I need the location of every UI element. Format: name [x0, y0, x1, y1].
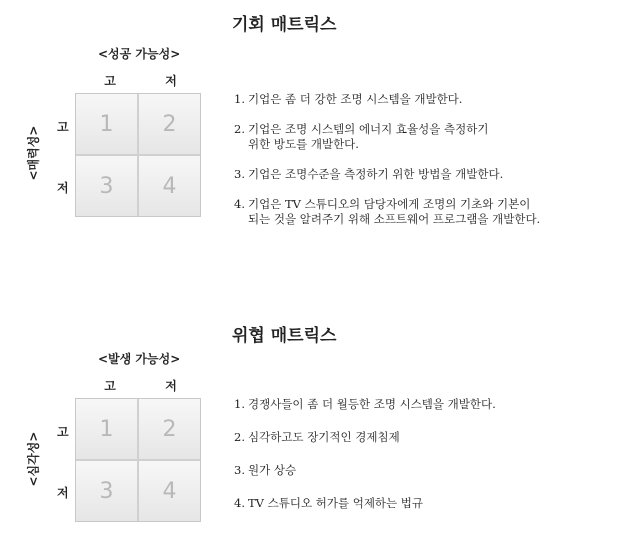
opportunity-item-list: [234, 92, 624, 227]
threat-cell-1: 1: [76, 399, 137, 459]
list-item-text: 기업은 조명 시스템의 에너지 효율성을 측정하기 위한 방도를 개발한다.: [248, 122, 489, 151]
threat-col-label-high: 고: [104, 379, 116, 393]
list-item-number: 2.: [234, 430, 245, 444]
list-item-text: 경쟁사들이 좀 더 월등한 조명 시스템을 개발한다.: [248, 397, 496, 411]
list-item: [234, 167, 624, 182]
threat-cell-3: 3: [76, 461, 137, 521]
opportunity-cell-1: 1: [76, 94, 137, 154]
list-item: [234, 496, 624, 511]
list-item-text: TV 스튜디오 허가를 억제하는 법규: [248, 496, 424, 510]
threat-row-axis-title: <심각성>: [26, 431, 41, 487]
list-item-text: 기업은 좀 더 강한 조명 시스템을 개발한다.: [248, 92, 463, 106]
opportunity-matrix-grid: [75, 93, 201, 217]
threat-item-list: [234, 397, 624, 511]
opportunity-cell-3: 3: [76, 156, 137, 216]
opportunity-row-axis-title: <매력성>: [26, 125, 41, 181]
opportunity-col-label-low: 저: [165, 74, 177, 88]
opportunity-matrix-title: 기회 매트릭스: [232, 15, 337, 35]
list-item-number: 2.: [234, 122, 245, 136]
list-item-number: 3.: [234, 167, 245, 181]
list-item-text: 원가 상승: [248, 463, 297, 477]
list-item-text: 심각하고도 장기적인 경제침제: [248, 430, 400, 444]
opportunity-col-axis-title: <성공 가능성>: [98, 47, 181, 61]
list-item-text: 기업은 TV 스튜디오의 담당자에게 조명의 기초와 기본이 되는 것을 알려주기 위해 소프트웨어 프로그램을 개발한다.: [248, 197, 541, 226]
opportunity-cell-4: 4: [139, 156, 200, 216]
list-item-number: 1.: [234, 397, 245, 411]
threat-cell-4: 4: [139, 461, 200, 521]
list-item-number: 1.: [234, 92, 245, 106]
list-item-number: 4.: [234, 197, 245, 211]
list-item-number: 4.: [234, 496, 245, 510]
list-item-text: 기업은 조명수준을 측정하기 위한 방법을 개발한다.: [248, 167, 504, 181]
threat-matrix-grid: [75, 398, 201, 522]
list-item: [234, 122, 624, 152]
opportunity-cell-2: 2: [139, 94, 200, 154]
threat-matrix-title: 위협 매트릭스: [232, 326, 337, 346]
opportunity-row-label-high: 고: [57, 120, 69, 134]
list-item: [234, 197, 624, 227]
list-item: [234, 463, 624, 478]
opportunity-col-label-high: 고: [104, 74, 116, 88]
threat-row-label-high: 고: [57, 425, 69, 439]
list-item: [234, 92, 624, 107]
list-item: [234, 397, 624, 412]
threat-cell-2: 2: [139, 399, 200, 459]
threat-col-label-low: 저: [165, 379, 177, 393]
opportunity-row-label-low: 저: [57, 181, 69, 195]
list-item: [234, 430, 624, 445]
list-item-number: 3.: [234, 463, 245, 477]
threat-row-label-low: 저: [57, 486, 69, 500]
threat-col-axis-title: <발생 가능성>: [98, 352, 181, 366]
